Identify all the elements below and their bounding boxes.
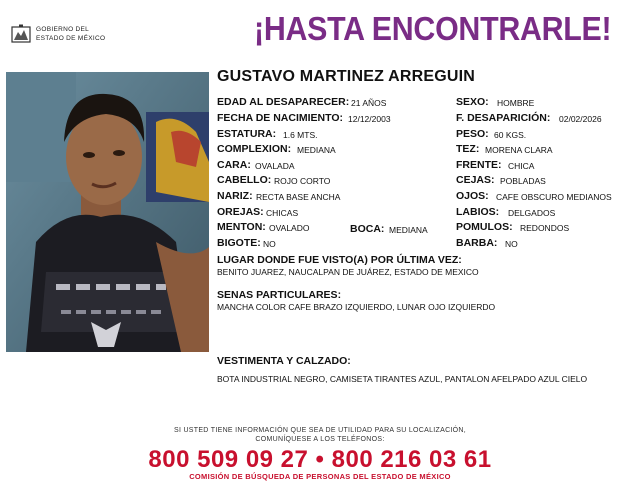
last-seen-value: BENITO JUAREZ, NAUCALPAN DE JUÁREZ, ESTADO DE MEXICO — [217, 267, 479, 277]
label-nariz: NARIZ: — [217, 190, 253, 202]
logo-line-1: GOBIERNO DEL — [36, 26, 90, 33]
label-fecha-nacimiento: FECHA DE NACIMIENTO: — [217, 112, 343, 124]
label-bigote: BIGOTE: — [217, 237, 261, 249]
label-cara: CARA: — [217, 159, 251, 171]
value-pomulos: REDONDOS — [520, 223, 570, 233]
clothing-label: VESTIMENTA Y CALZADO: — [217, 355, 351, 367]
value-cabello: ROJO CORTO — [274, 176, 331, 186]
label-estatura: ESTATURA: — [217, 128, 277, 140]
headline: ¡HASTA ENCONTRARLE! — [254, 10, 612, 47]
value-edad: 21 AÑOS — [351, 98, 387, 108]
label-f-desaparicion: F. DESAPARICIÓN: — [456, 112, 551, 124]
value-nariz: RECTA BASE ANCHA — [256, 192, 341, 202]
value-peso: 60 KGS. — [494, 130, 527, 140]
marks-label: SENAS PARTICULARES: — [217, 289, 342, 301]
label-boca: BOCA: — [350, 223, 385, 235]
coat-of-arms-icon — [10, 24, 32, 44]
label-tez: TEZ: — [456, 143, 480, 155]
value-cara: OVALADA — [255, 161, 295, 171]
label-orejas: OREJAS: — [217, 206, 264, 218]
contact-line-1: SI USTED TIENE INFORMACIÓN QUE SEA DE UTILIDAD PARA SU LOCALIZACIÓN, — [173, 427, 467, 434]
phone-separator: • — [315, 446, 325, 473]
clothing-value: BOTA INDUSTRIAL NEGRO, CAMISETA TIRANTES AZUL, PANTALON AFELPADO AZUL CIELO — [217, 374, 588, 384]
value-orejas: CHICAS — [266, 208, 299, 218]
contact-instructions — [0, 426, 640, 444]
person-name: GUSTAVO MARTINEZ ARREGUIN — [217, 68, 476, 85]
label-frente: FRENTE: — [456, 159, 502, 171]
value-f-desaparicion: 02/02/2026 — [559, 114, 602, 124]
commission-name: COMISIÓN DE BÚSQUEDA DE PERSONAS DEL ESTADO DE MÉXICO — [189, 472, 451, 481]
government-logo — [10, 24, 120, 46]
label-labios: LABIOS: — [456, 206, 500, 218]
value-ojos: CAFE OBSCURO MEDIANOS — [496, 192, 612, 202]
value-frente: CHICA — [508, 161, 535, 171]
value-menton: OVALADO — [269, 223, 310, 233]
phone-2[interactable]: 800 216 03 61 — [331, 446, 492, 473]
label-ojos: OJOS: — [456, 190, 489, 202]
value-estatura: 1.6 MTS. — [283, 130, 318, 140]
last-seen-label: LUGAR DONDE FUE VISTO(A) POR ÚLTIMA VEZ: — [217, 254, 462, 266]
value-barba: NO — [505, 239, 518, 249]
label-edad: EDAD AL DESAPARECER: — [217, 96, 350, 108]
label-barba: BARBA: — [456, 237, 498, 249]
value-cejas: POBLADAS — [500, 176, 546, 186]
label-peso: PESO: — [456, 128, 489, 140]
contact-line-2: COMUNÍQUESE A LOS TELÉFONOS: — [255, 436, 385, 443]
value-fecha-nacimiento: 12/12/2003 — [348, 114, 391, 124]
label-cabello: CABELLO: — [217, 174, 272, 186]
missing-person-photo — [6, 72, 209, 352]
value-tez: MORENA CLARA — [485, 145, 553, 155]
phone-numbers — [0, 446, 640, 474]
label-sexo: SEXO: — [456, 96, 489, 108]
phone-1[interactable]: 800 509 09 27 — [148, 446, 309, 473]
value-complexion: MEDIANA — [297, 145, 336, 155]
value-bigote: NO — [263, 239, 276, 249]
label-pomulos: POMULOS: — [456, 221, 513, 233]
logo-line-2: ESTADO DE MÉXICO — [36, 35, 106, 42]
label-complexion: COMPLEXION: — [217, 143, 292, 155]
marks-value: MANCHA COLOR CAFE BRAZO IZQUIERDO, LUNAR OJO IZQUIERDO — [217, 302, 496, 312]
label-cejas: CEJAS: — [456, 174, 495, 186]
value-labios: DELGADOS — [508, 208, 556, 218]
value-sexo: HOMBRE — [497, 98, 535, 108]
label-menton: MENTON: — [217, 221, 266, 233]
value-boca: MEDIANA — [389, 225, 428, 235]
